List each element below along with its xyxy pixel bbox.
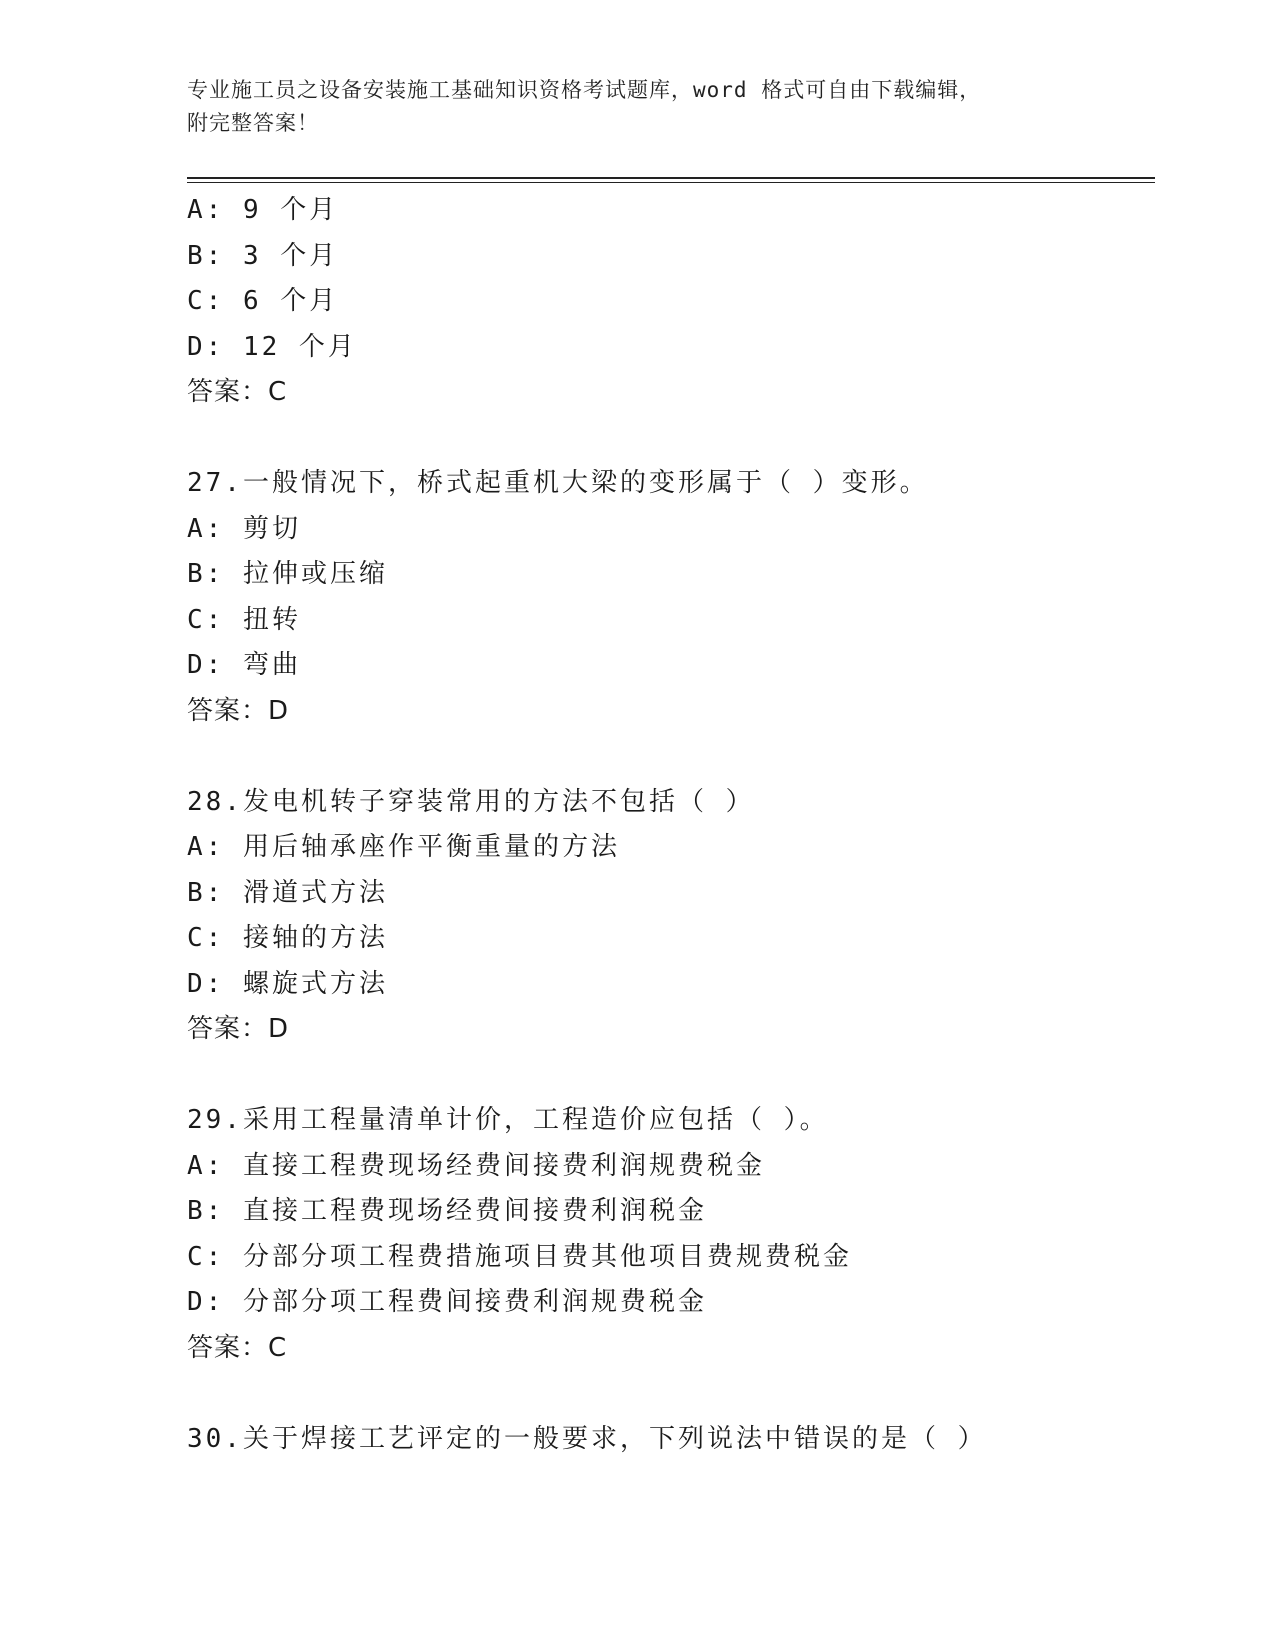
question-list	[187, 188, 1147, 1462]
option-b: B: 拉伸或压缩	[187, 559, 388, 589]
spacer	[187, 734, 1147, 780]
answer-line: 答案：C	[187, 1332, 288, 1363]
option-a: A: 用后轴承座作平衡重量的方法	[187, 832, 620, 862]
spacer	[187, 416, 1147, 462]
option-a: A: 剪切	[187, 513, 301, 544]
header-line-2: 附完整答案！	[187, 111, 319, 135]
option-a: A: 9 个月	[187, 195, 339, 225]
question-28-block	[187, 780, 1147, 1053]
header-rule-thick	[187, 177, 1155, 179]
option-d: D: 分部分项工程费间接费利润规费税金	[187, 1287, 707, 1317]
question-text: 29.采用工程量清单计价，工程造价应包括（ ）。	[187, 1105, 829, 1135]
option-c: C: 接轴的方法	[187, 923, 388, 953]
document-header	[187, 74, 1117, 140]
question-text: 27.一般情况下，桥式起重机大梁的变形属于（ ）变形。	[187, 468, 929, 498]
question-26-block	[187, 188, 1147, 416]
question-30-block	[187, 1417, 1147, 1463]
answer-line: 答案：D	[187, 695, 290, 726]
option-d: D: 螺旋式方法	[187, 968, 388, 999]
option-d: D: 弯曲	[187, 650, 301, 680]
answer-line: 答案：D	[187, 1014, 290, 1044]
option-b: B: 3 个月	[187, 240, 339, 271]
answer-line: 答案：C	[187, 377, 288, 407]
option-b: B: 直接工程费现场经费间接费利润税金	[187, 1196, 707, 1226]
option-a: A: 直接工程费现场经费间接费利润规费税金	[187, 1150, 765, 1181]
question-text: 28.发电机转子穿装常用的方法不包括（ ）	[187, 786, 755, 817]
spacer	[187, 1053, 1147, 1099]
question-27-block	[187, 461, 1147, 734]
question-text: 30.关于焊接工艺评定的一般要求，下列说法中错误的是（ ）	[187, 1423, 987, 1454]
option-c: C: 分部分项工程费措施项目费其他项目费规费税金	[187, 1241, 852, 1272]
header-rule-thin	[187, 182, 1155, 183]
header-line-1: 专业施工员之设备安装施工基础知识资格考试题库，word 格式可自由下载编辑，	[187, 78, 982, 102]
option-b: B: 滑道式方法	[187, 877, 388, 908]
question-29-block	[187, 1098, 1147, 1371]
option-c: C: 6 个月	[187, 286, 339, 316]
option-c: C: 扭转	[187, 604, 301, 635]
option-d: D: 12 个月	[187, 331, 357, 362]
spacer	[187, 1371, 1147, 1417]
